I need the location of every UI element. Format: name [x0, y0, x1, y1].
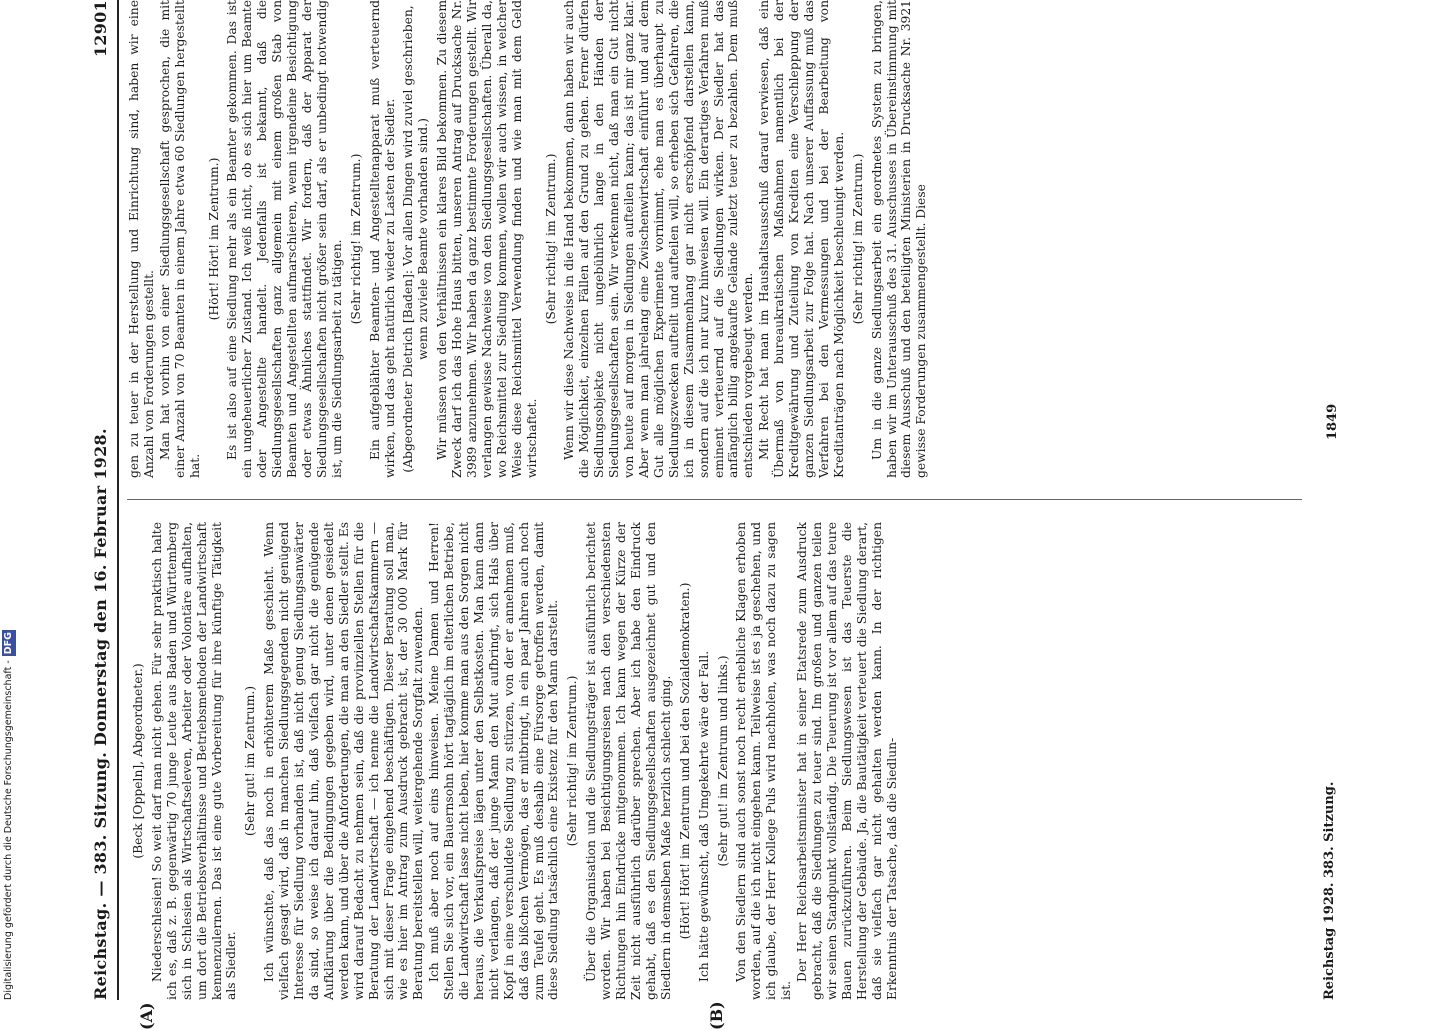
left-column [127, 522, 1307, 1000]
paragraph: Es ist also auf eine Siedlung mehr als ein Beamter gekommen. Das ist ein ungeheuerlicher Zustand. Ich weiß nicht, ob es sich hier um Beamte oder Angestellte handelt. Jedenfalls ist bekannt, daß die Siedlungsgesellschaften ganz allgemein mit einem großen Stab von Beamten und Angestellten aufmarschieren, wenn irgendeine Besichtigung oder etwas Ähnliches stattfindet. Wir fordern, daß der Apparat der Siedlungsgesellschaften nicht größer sein darf, als er unbedingt notwendig ist, um die Siedlungsarbeit zu tätigen. [225, 0, 344, 478]
paragraph: Ein aufgeblähter Beamten- und Angestelltenapparat muß verteuernd wirken, und das geht natürlich wieder zu Lasten der Siedler. [367, 0, 397, 478]
paragraph: Der Herr Reichsarbeitsminister hat in seiner Etatsrede zum Ausdruck gebracht, daß die Siedlungen zu teuer sind. Im großen und ganzen teilen wir seinen Standpunkt vollständig. Die Teuerung ist vor allem auf das teure Bauen zurückzuführen. Beim Siedlungswesen ist das Teuerste die Herstellung der Gebäude. Ja, die Bautätigkeit verteuert die Siedlung derart, daß sie vielfach gar nicht gehalten werden kann. In der richtigen Erkenntnis der Tatsache, daß die Siedlun- [795, 522, 899, 1000]
paragraph: Wir müssen von den Verhältnissen ein klares Bild bekommen. Zu diesem Zweck darf ich das Hohe Haus bitten, unseren Antrag auf Drucksache Nr. 3989 anzunehmen. Wir haben da ganz bestimmte Forderungen gestellt. Wir verlangen gewisse Nachweise von den Siedlungsgesellschaften. Überall da, wo Reichsmittel zur Siedlung kommen, wollen wir auch wissen, in welcher Weise diese Reichsmittel Verwendung finden und wie man mit dem Geld wirtschaftet. [435, 0, 539, 478]
dfg-logo: DFG [3, 632, 14, 655]
paragraph: Ich hätte gewünscht, daß Umgekehrte wäre der Fall. [696, 650, 711, 982]
paragraph: Man hat vorhin von einer Siedlungsgesellschaft gesprochen, die mit einer Anzahl von 70 Beamten in einem Jahre etwa 60 Siedlungen hergestellt hat. [157, 0, 202, 478]
footer-page-number: 1849 [1325, 403, 1340, 440]
paragraph: Von den Siedlern sind auch sonst noch recht erhebliche Klagen erhoben worden, auf die ich nicht eingehen kann. Teilweise ist es ja geschehen, und ich glaube, der Herr Kollege Puls wird nachholen, was noch dazu zu sagen ist. [734, 522, 794, 1000]
running-header [79, 0, 115, 1000]
paragraph: gen zu teuer in der Herstellung und Einrichtung sind, haben wir eine Anzahl von Forderungen gestellt. [127, 0, 156, 478]
column-divider [127, 499, 1302, 500]
paragraph: Mit Recht hat man im Haushaltsausschuß darauf verwiesen, daß ein Übermaß von bureaukratischen Maßnahmen namentlich bei der Kreditgewährung und Zuteilung von Krediten eine Verschleppung der ganzen Siedlungsarbeit zur Folge hat. Nach unserer Auffassung muß das Verfahren bei den Vermessungen und bei der Bearbeitung von Kreditanträgen nach Möglichkeit beschleunigt werden. [757, 0, 846, 478]
interjection: (Sehr richtig! im Zentrum.) [543, 153, 558, 325]
sidebar-text: Digitalisierung gefördert durch die Deutsche Forschungsgemeinschaft - [3, 660, 14, 1000]
right-column [127, 0, 1307, 478]
interjection: (Beck [Oppeln], Abgeordneter.) [131, 663, 145, 859]
interjection: (Sehr richtig! im Zentrum.) [348, 153, 363, 325]
dfg-sidebar [2, 0, 16, 1000]
interjection: (Sehr gut! im Zentrum.) [243, 685, 258, 837]
interjection: (Sehr richtig! im Zentrum.) [850, 153, 865, 325]
paragraph: Um in die ganze Siedlungsarbeit ein geordnetes System zu bringen, haben wir im Unterausschuß des 31. Ausschusses in Übereinstimmung mit diesem Ausschuß und den beteiligten Ministerien in Drucksache Nr. 3921 gewisse Forderungen zusammengestellt. Diese [869, 0, 929, 478]
margin-marker-b: (B) [707, 1001, 726, 1030]
margin-marker-a: (A) [137, 1002, 156, 1030]
interjection: (Sehr gut! im Zentrum und links.) [715, 655, 730, 867]
page-number: 12901 [91, 0, 110, 58]
paragraph: Ich muß aber noch auf eins hinweisen. Meine Damen und Herren! Stellen Sie sich vor, ein Bauernsohn hört tagtäglich im elterlichen Betriebe, die Landwirtschaft lasse nicht leben, hier komme man aus den Sorgen nicht heraus, die Verkaufspreise lägen unter den Selbstkosten. Man kann dann nicht verlangen, daß der junge Mann den Mut aufbringt, sich Hals über Kopf in eine verschuldete Siedlung zu stürzen, von der er annehmen muß, daß das bißchen Vermögen, das er mitbringt, in ein paar Jahren auch noch zum Teufel geht. Es muß deshalb eine Fürsorge getroffen werden, damit diese Siedlung tatsächlich eine Existenz für den Mann darstellt. [427, 522, 561, 1000]
rotated-page-content [67, 0, 1367, 1030]
paragraph: Niederschlesien! So weit darf man nicht gehen. Für sehr praktisch halte ich es, daß z. B. gegenwärtig 70 junge Leute aus Baden und Württemberg sich in Schlesien als Wirtschaftseleven, Arbeiter oder Volontäre aufhalten, um dort die Betriebsverhältnisse und Betriebsmethoden der Landwirtschaft kennenzulernen. Das ist eine gute Vorbereitung für ihre künftige Tätigkeit als Siedler. [149, 522, 239, 1000]
interjection: (Hört! Hört! im Zentrum und bei den Sozialdemokraten.) [677, 582, 692, 940]
paragraph: Ich wünschte, daß das noch in erhöhterem Maße geschieht. Wenn vielfach gesagt wird, daß in manchen Siedlungsgegenden nicht genügend Interesse für Siedlung vorhanden ist, daß nicht genug Siedlungsanwärter da sind, so weise ich darauf hin, daß vielfach gar nicht die genügende Aufklärung über die Bedingungen gegeben wird, unter denen gesiedelt werden kann, und über die Anforderungen, die man an den Siedler stellt. Es wird darauf Bedacht zu nehmen sein, daß die provinziellen Stellen für die Beratung der Landwirtschaft — ich nenne die Landwirtschaftskammern — sich mit dieser Frage eingehend beschäftigen. Dieser Beratung soll man, wie es hier im Antrag zum Ausdruck gebracht ist, der 30 000 Mark für Beratung bereitstellen will, weitergehende Sorgfalt zuwenden. [262, 522, 426, 1000]
footer-session: Reichstag 1928. 383. Sitzung. [1322, 781, 1337, 1000]
header-rule [117, 0, 119, 1000]
header-title: Reichstag. — 383. Sitzung. Donnerstag den 16. Februar 1928. [91, 428, 110, 1000]
paragraph: Wenn wir diese Nachweise in die Hand bekommen, dann haben wir auch die Möglichkeit, einzelnen Fällen auf den Grund zu gehen. Ferner dürfen Siedlungsobjekte nicht ungebührlich lange in den Händen der Siedlungsgesellschaften sein. Wir verkennen nicht, daß man ein Gut nicht von heute auf morgen in Siedlungen aufteilen kann; das ist mir ganz klar. Aber wenn man jahrelang eine Zwischenwirtschaft einführt und auf dem Gut alle möglichen Experimente vornimmt, ehe man es überhaupt zu Siedlungszwecken aufteilt und aufteilen will, so erheben sich Gefahren, die ich in diesem Zusammenhang gar nicht erschöpfend darstellen kann, sondern auf die ich nur kurz hinweisen will. Ein derartiges Verfahren muß eminent verteuernd auf die Siedlungen wirken. Der Siedler hat das anfänglich billig angekaufte Gelände zuletzt teuer zu bezahlen. Dem muß entschieden vorgebeugt werden. [562, 0, 756, 478]
paragraph: Über die Organisation und die Siedlungsträger ist ausführlich berichtet worden. Wir haben bei Besichtigungsreisen nach den verschiedensten Richtungen hin Eindrücke mitgenommen. Ich kann wegen der Kürze der Zeit nicht ausführlich darüber sprechen. Aber ich habe den Eindruck gehabt, daß es den Siedlungsgesellschaften ausgezeichnet gut und den Siedlern in demselben Maße herzlich schlecht ging. [584, 522, 673, 1000]
interjection: (Abgeordneter Dietrich [Baden]: Vor allen Dingen wird zuviel geschrieben, wenn zuviele Beamte vorhanden sind.) [401, 5, 431, 473]
interjection: (Sehr richtig! im Zentrum.) [565, 675, 580, 847]
interjection: (Hört! Hört! im Zentrum.) [206, 157, 221, 321]
